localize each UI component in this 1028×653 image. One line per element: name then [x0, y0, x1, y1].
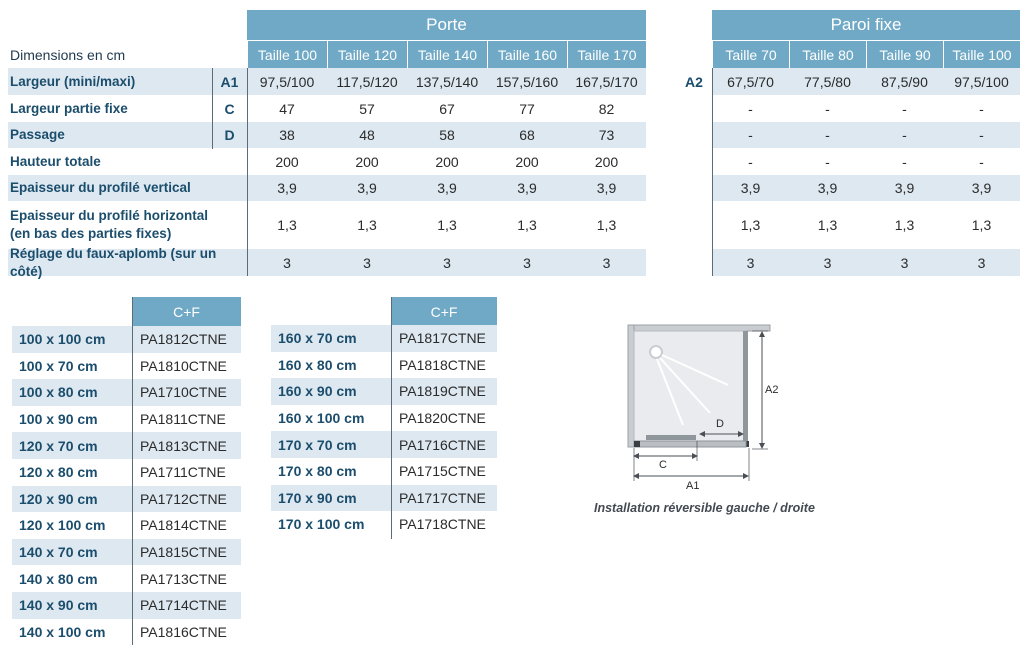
arrow-icon — [759, 443, 765, 449]
row-label-text: Réglage du faux-aplomb (sur un côté) — [10, 245, 217, 279]
paroi-value-cell: 3 — [823, 254, 832, 271]
row-label — [10, 175, 248, 201]
ref-size-cell: 160 x 80 cm — [278, 356, 357, 373]
ref-code-cell: PA1815CTNE — [140, 544, 227, 561]
label-a1: A1 — [686, 480, 700, 492]
ref-code-cell: PA1715CTNE — [399, 463, 486, 480]
ref-table-header: C+F — [132, 297, 241, 326]
paroi-value-cell: 1,3 — [817, 217, 838, 233]
ref-code-cell: PA1814CTNE — [140, 517, 227, 534]
row-label — [10, 201, 248, 249]
side-fixed-panel — [743, 331, 748, 444]
porte-group-header: Porte — [247, 10, 646, 40]
paroi-column-header: Taille 90 — [866, 41, 943, 68]
ref-size-cell: 140 x 90 cm — [19, 597, 98, 614]
ref-code-cell: PA1717CTNE — [399, 489, 486, 506]
paroi-value-cell: - — [748, 100, 753, 117]
porte-separator — [247, 68, 248, 276]
porte-value-cell: 1,3 — [357, 217, 377, 233]
code-separator — [212, 68, 213, 149]
paroi-value-cell: 3 — [977, 254, 986, 271]
ref-size-cell: 100 x 70 cm — [19, 357, 98, 374]
paroi-column-header: Taille 80 — [789, 41, 866, 68]
ref-table-separator — [132, 297, 133, 645]
paroi-value-cell: 3,9 — [817, 180, 838, 196]
paroi-value-cell: 3,9 — [740, 180, 761, 196]
porte-value-cell: 167,5/170 — [575, 73, 638, 90]
sliding-door — [646, 435, 696, 440]
paroi-value-cell: 97,5/100 — [954, 73, 1009, 90]
paroi-value-cell: - — [902, 100, 907, 117]
paroi-value-cell: 87,5/90 — [881, 73, 928, 90]
porte-column-header: Taille 140 — [407, 41, 487, 68]
paroi-value-cell: - — [825, 127, 830, 143]
porte-value-cell: 200 — [515, 153, 539, 170]
ref-size-cell: 170 x 100 cm — [278, 516, 365, 533]
porte-value-cell: 137,5/140 — [415, 73, 479, 90]
porte-value-cell: 1,3 — [277, 217, 297, 233]
ref-code-cell: PA1810CTNE — [140, 357, 227, 374]
ref-table-separator — [391, 297, 392, 539]
paroi-value-cell: - — [979, 100, 984, 117]
ref-code-cell: PA1813CTNE — [140, 437, 227, 454]
porte-value-cell: 57 — [359, 100, 375, 117]
row-label-text: Epaisseur du profilé horizontal — [10, 208, 209, 223]
porte-value-cell: 77 — [519, 100, 535, 117]
ref-code-cell: PA1718CTNE — [399, 516, 486, 533]
label-d: D — [716, 418, 724, 430]
profile-marker — [634, 441, 640, 447]
installation-diagram — [600, 315, 800, 495]
ref-code-cell: PA1818CTNE — [399, 356, 486, 373]
paroi-value-cell: - — [979, 127, 984, 143]
porte-value-cell: 1,3 — [437, 217, 457, 233]
row-label-subtext: (en bas des parties fixes) — [10, 226, 172, 241]
dimensions-title: Dimensions en cm — [10, 47, 126, 63]
porte-value-cell: 3,9 — [596, 180, 617, 196]
ref-code-cell: PA1812CTNE — [140, 331, 227, 348]
porte-value-cell: 157,5/160 — [495, 73, 559, 90]
diagram-caption: Installation réversible gauche / droite — [594, 501, 815, 515]
paroi-value-cell: - — [902, 153, 907, 170]
ref-size-cell: 160 x 70 cm — [278, 330, 357, 347]
ref-size-cell: 100 x 80 cm — [19, 384, 98, 401]
paroi-value-cell: 1,3 — [971, 217, 992, 233]
paroi-value-cell: 3 — [900, 254, 909, 271]
row-label — [10, 245, 248, 279]
wall-left — [628, 325, 634, 447]
row-label — [10, 148, 248, 175]
paroi-value-cell: 77,5/80 — [804, 73, 851, 90]
ref-size-cell: 140 x 70 cm — [19, 544, 98, 561]
label-a2: A2 — [765, 384, 779, 396]
porte-value-cell: 1,3 — [517, 217, 537, 233]
porte-value-cell: 3 — [363, 254, 371, 271]
porte-value-cell: 73 — [598, 127, 615, 143]
porte-value-cell: 200 — [275, 153, 299, 170]
paroi-value-cell: - — [748, 153, 753, 170]
front-panel — [634, 441, 746, 447]
paroi-separator — [712, 68, 713, 276]
row-label-text: Largeur partie fixe — [10, 100, 128, 116]
row-code: C — [224, 100, 235, 117]
porte-value-cell: 68 — [519, 127, 535, 143]
ref-code-cell: PA1819CTNE — [399, 383, 486, 400]
ref-code-cell: PA1710CTNE — [140, 384, 227, 401]
ref-size-cell: 120 x 70 cm — [19, 437, 98, 454]
paroi-value-cell: 3,9 — [894, 180, 915, 196]
porte-value-cell: 58 — [439, 127, 455, 143]
paroi-value-cell: 3 — [746, 254, 755, 271]
ref-code-cell: PA1816CTNE — [140, 623, 227, 640]
porte-value-cell: 117,5/120 — [336, 73, 398, 90]
paroi-value-cell: 1,3 — [894, 217, 915, 233]
row-label-text: Largeur (mini/maxi) — [10, 73, 136, 89]
ref-size-cell: 100 x 100 cm — [19, 331, 106, 348]
label-c: C — [659, 459, 667, 471]
arrow-icon — [743, 473, 749, 479]
porte-value-cell: 38 — [279, 127, 295, 143]
ref-size-cell: 170 x 70 cm — [278, 436, 357, 453]
porte-value-cell: 3 — [523, 254, 531, 271]
ref-code-cell: PA1712CTNE — [140, 490, 227, 507]
porte-value-cell: 3,9 — [437, 180, 457, 196]
porte-value-cell: 3,9 — [357, 180, 377, 196]
porte-value-cell: 3,9 — [517, 180, 537, 196]
porte-value-cell: 3 — [283, 254, 291, 271]
paroi-value-cell: 67,5/70 — [727, 73, 774, 90]
drain-icon — [650, 346, 662, 358]
ref-code-cell: PA1817CTNE — [399, 330, 486, 347]
arrow-icon — [759, 331, 765, 337]
porte-value-cell: 3 — [443, 254, 451, 271]
row-label-text: Hauteur totale — [10, 153, 101, 169]
row-label-text: Epaisseur du profilé vertical — [10, 180, 191, 195]
ref-size-cell: 120 x 80 cm — [19, 464, 98, 481]
ref-size-cell: 120 x 100 cm — [19, 517, 106, 534]
ref-size-cell: 140 x 80 cm — [19, 570, 98, 587]
paroi-value-cell: - — [825, 153, 830, 170]
paroi-value-cell: 1,3 — [740, 217, 761, 233]
paroi-group-header: Paroi fixe — [712, 10, 1020, 40]
paroi-value-cell: 3,9 — [971, 180, 992, 196]
paroi-row-code: A2 — [685, 73, 703, 90]
porte-column-header: Taille 170 — [567, 41, 646, 68]
paroi-value-cell: - — [748, 127, 753, 143]
porte-value-cell: 48 — [359, 127, 375, 143]
ref-size-cell: 160 x 100 cm — [278, 410, 365, 427]
porte-column-header: Taille 160 — [487, 41, 567, 68]
ref-size-cell: 100 x 90 cm — [19, 411, 98, 428]
row-code: A1 — [220, 73, 239, 90]
ref-code-cell: PA1716CTNE — [399, 436, 486, 453]
ref-size-cell: 140 x 100 cm — [19, 623, 106, 640]
porte-column-header: Taille 120 — [327, 41, 407, 68]
ref-table-header: C+F — [391, 297, 497, 326]
paroi-column-header: Taille 70 — [712, 41, 789, 68]
porte-value-cell: 3 — [602, 254, 611, 271]
ref-code-cell: PA1811CTNE — [140, 411, 226, 428]
porte-column-header: Taille 100 — [247, 41, 327, 68]
porte-value-cell: 200 — [594, 153, 619, 170]
porte-value-cell: 200 — [355, 153, 379, 170]
ref-code-cell: PA1820CTNE — [399, 410, 486, 427]
ref-code-cell: PA1714CTNE — [140, 597, 227, 614]
ref-size-cell: 170 x 80 cm — [278, 463, 357, 480]
ref-size-cell: 160 x 90 cm — [278, 383, 357, 400]
porte-value-cell: 3,9 — [277, 180, 297, 196]
paroi-column-header: Taille 100 — [943, 41, 1020, 68]
paroi-value-cell: - — [979, 153, 984, 170]
porte-value-cell: 47 — [279, 100, 295, 117]
paroi-value-cell: - — [825, 100, 830, 117]
porte-value-cell: 67 — [439, 100, 455, 117]
ref-size-cell: 120 x 90 cm — [19, 490, 98, 507]
row-code: D — [224, 127, 235, 143]
wall-top — [628, 325, 770, 331]
porte-value-cell: 1,3 — [596, 217, 617, 233]
row-label-text: Passage — [10, 127, 65, 142]
porte-value-cell: 97,5/100 — [259, 73, 315, 90]
ref-code-cell: PA1713CTNE — [140, 570, 227, 587]
porte-value-cell: 82 — [598, 100, 615, 117]
paroi-value-cell: - — [902, 127, 907, 143]
ref-size-cell: 170 x 90 cm — [278, 489, 357, 506]
porte-value-cell: 200 — [435, 153, 459, 170]
ref-code-cell: PA1711CTNE — [140, 464, 226, 481]
